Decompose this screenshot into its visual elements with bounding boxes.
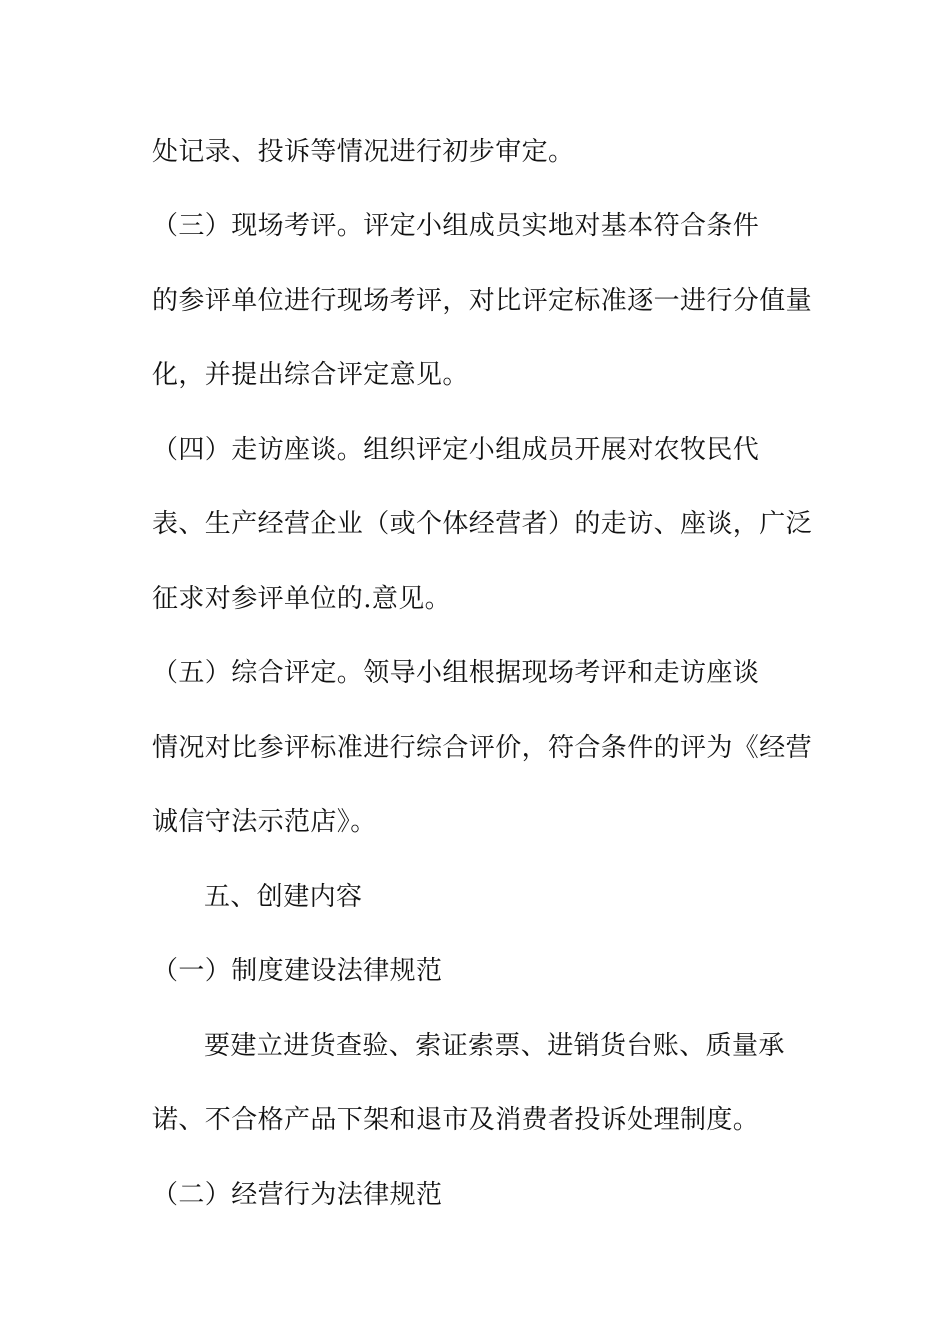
section-heading: 五、创建内容 [204, 882, 363, 912]
text-line: 情况对比参评标准进行综合评价，符合条件的评为《经营 [152, 733, 813, 763]
text-line: 处记录、投诉等情况进行初步审定。 [152, 137, 575, 167]
text-line: 诚信守法示范店》。 [152, 807, 377, 837]
text-line: 征求对参评单位的.意见。 [152, 584, 452, 614]
text-line: 化，并提出综合评定意见。 [152, 360, 469, 390]
text-line: （三）现场考评。评定小组成员实地对基本符合条件 [152, 211, 760, 241]
subsection-heading: （一）制度建设法律规范 [152, 956, 443, 986]
text-line: 要建立进货查验、索证索票、进销货台账、质量承 [204, 1031, 785, 1061]
subsection-heading: （二）经营行为法律规范 [152, 1180, 443, 1210]
text-line: （五）综合评定。领导小组根据现场考评和走访座谈 [152, 658, 760, 688]
text-line: 的参评单位进行现场考评，对比评定标准逐一进行分值量 [152, 286, 813, 316]
text-line: 表、生产经营企业（或个体经营者）的走访、座谈，广泛 [152, 509, 813, 539]
text-line: 诺、不合格产品下架和退市及消费者投诉处理制度。 [152, 1105, 760, 1135]
text-line: （四）走访座谈。组织评定小组成员开展对农牧民代 [152, 435, 760, 465]
